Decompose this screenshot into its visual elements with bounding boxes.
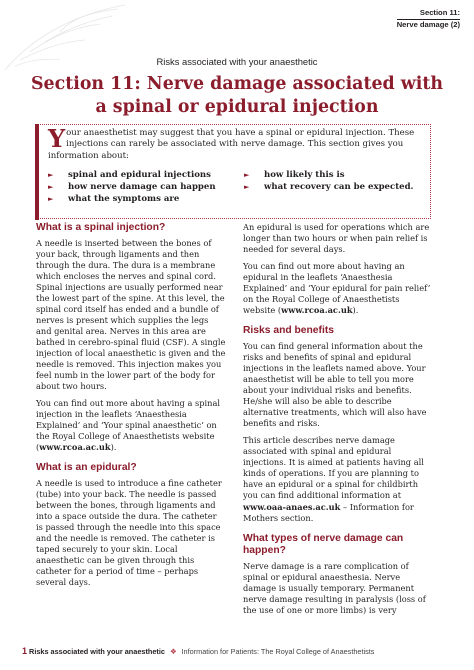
page-footer (22, 646, 374, 656)
paragraph: A needle is used to introduce a fine catheter (tube) into your back. The needle is passed between the bones, through ligaments and into a space outside the dura. The catheter is passed through the needle into this space and the needle is removed. The catheter is taped securely to your skin. Local anaesthetic can be given through this catheter for a period of time – perhaps several days. (36, 477, 222, 588)
title-line-1: Section 11: Nerve damage associated with (30, 74, 444, 94)
heading-risks-benefits: Risks and benefits (243, 325, 334, 337)
bullet-item: ► what recovery can be expected. (244, 182, 414, 192)
intro-accent-bar (35, 124, 39, 220)
footer-right-text: Information for Patients: The Royal College of Anaesthetists (181, 647, 375, 656)
heading-epidural: What is an epidural? (36, 462, 137, 474)
intro-paragraph: our anaesthetist may suggest that you have a spinal or epidural injection. These injections can rarely be associated with nerve damage. This section gives you information about: (48, 128, 415, 161)
heading-nerve-damage-types: What types of nerve damage can happen? (243, 532, 404, 557)
bullet-arrow-icon: ► (48, 182, 54, 191)
section-tag-number: Section 11: (419, 8, 460, 17)
page-subtitle: Risks associated with your anaesthetic (156, 56, 318, 67)
page-title (0, 73, 474, 119)
section-tag-topic: Nerve damage (2) (396, 20, 460, 29)
paragraph: You can find general information about the risks and benefits of spinal and epidural injections in the leaflets named above. Your anaesthetist will be able to tell you more about your individual risks and benefits. He/she will also be able to describe alternative treatments, which will also have benefits and risks. (243, 340, 427, 429)
footer-separator-icon: ❖ (169, 647, 177, 656)
bullet-item: ► what the symptoms are (48, 194, 180, 204)
section-tag (397, 8, 460, 30)
footer-left-text: Risks associated with your anaesthetic (29, 647, 165, 656)
intro-dropcap: Y (48, 124, 66, 153)
paragraph: You can find out more about having an epidural in the leaflets ‘Anaesthesia Explained’ and ‘Your epidural for pain relief’ on the Royal College of Anaesthetists website (www.rcoa.ac.uk). (243, 261, 431, 316)
bullet-item: ► how likely this is (244, 170, 345, 180)
rcoa-link[interactable]: www.rcoa.ac.uk (281, 305, 353, 316)
left-column (36, 222, 226, 594)
bullet-arrow-icon: ► (48, 194, 54, 203)
paragraph: An epidural is used for operations which are longer than two hours or when pain relief is needed for several days. (243, 222, 430, 255)
bullet-arrow-icon: ► (244, 182, 250, 191)
bullet-arrow-icon: ► (244, 170, 250, 179)
rcoa-link[interactable]: www.rcoa.ac.uk (39, 442, 111, 453)
intro-box (36, 124, 431, 219)
bullet-item: ► how nerve damage can happen (48, 182, 216, 192)
right-column (243, 222, 433, 622)
bullet-arrow-icon: ► (48, 170, 54, 179)
title-line-2: a spinal or epidural injection (95, 97, 379, 117)
paragraph: This article describes nerve damage associated with spinal and epidural injections. It is aimed at patients having all kinds of operations. If you are planning to have an epidural or a spinal for childbirth you can find additional information at www.oaa-anaes.ac.uk – Information for Mothers section. (243, 435, 424, 523)
intro-text (48, 124, 424, 162)
paragraph: Nerve damage is a rare complication of spinal or epidural anaesthesia. Nerve damage is usually temporary. Permanent nerve damage resulting in paralysis (loss of the use of one or more limbs) is very (243, 560, 426, 615)
paragraph: You can find out more about having a spinal injection in the leaflets ‘Anaesthesia Explained’ and ‘Your spinal anaesthetic’ on the Royal College of Anaesthetists website (www.rcoa.ac.uk). (36, 398, 221, 453)
bullet-item: ► spinal and epidural injections (48, 170, 211, 180)
paragraph: A needle is inserted between the bones of your back, through ligaments and then through the dura. The dura is a membrane which encloses the nerves and spinal cord. Spinal injections are usually performed near the lowest part of the spine. At this level, the spinal cord itself has ended and a bundle of nerves is present which supplies the legs and genital area. Nerves in this area are bathed in cerebro-spinal fluid (CSF). A single injection of local anaesthetic is given and the needle is removed. This injection makes you feel numb in the lower part of the body for about two hours. (36, 237, 226, 392)
oaa-link[interactable]: www.oaa-anaes.ac.uk (243, 501, 341, 512)
page-number: 1 (22, 646, 28, 656)
heading-spinal-injection: What is a spinal injection? (36, 222, 166, 233)
